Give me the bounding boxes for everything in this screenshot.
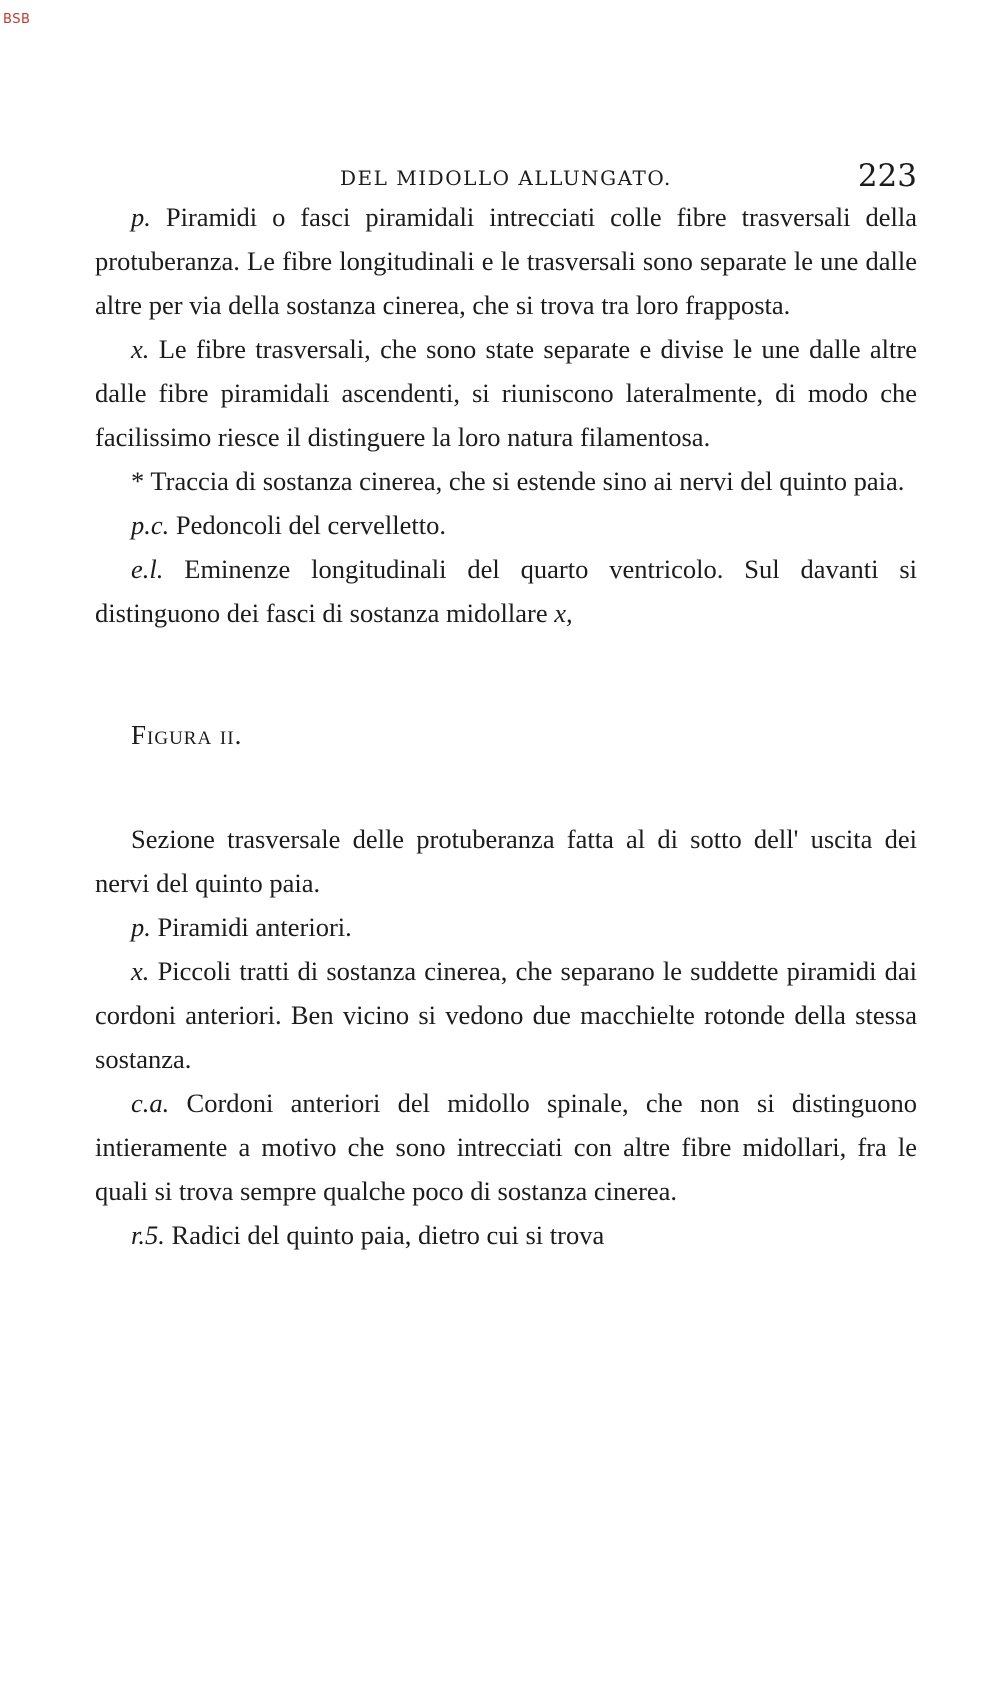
legend-text: Pedoncoli del cervelletto.	[169, 510, 446, 540]
legend-text: Piramidi o fasci piramidali intrecciati colle fibre trasversali della protuberanza. Le fibre longitudinali e le trasversali sono separate le une dalle altre per via della sostanza cinerea, che si trova tra loro frapposta.	[95, 202, 917, 320]
legend-entry-ca	[95, 1081, 917, 1213]
legend-text: Cordoni anteriori del midollo spinale, che non si distinguono intieramente a motivo che sono intrecciati con altre fibre midollari, fra le quali si trova sempre qualche poco di sostanza cinerea.	[95, 1088, 917, 1206]
legend-text: Piramidi anteriori.	[150, 912, 352, 942]
legend-label: x,	[554, 598, 573, 628]
legend-text: Le fibre trasversali, che sono state separate e divise le une dalle altre dalle fibre piramidali ascendenti, si riuniscono lateralmente, di modo che facilissimo riesce il distinguere la loro natura filamentosa.	[95, 334, 917, 452]
legend-label: p.	[131, 912, 151, 942]
legend-label: x.	[131, 956, 150, 986]
legend-label: c.a.	[131, 1088, 170, 1118]
library-watermark: BSB	[3, 12, 31, 27]
legend-entry-x	[95, 327, 917, 459]
legend-entry-p-2	[95, 905, 917, 949]
legend-text: Radici del quinto paia, dietro cui si trova	[164, 1220, 605, 1250]
legend-text: Eminenze longitudinali del quarto ventricolo. Sul davanti si distinguono dei fasci di sostanza midollare	[95, 554, 917, 628]
legend-label: p.	[131, 202, 151, 232]
running-head	[95, 158, 917, 198]
page-body	[95, 195, 917, 1257]
legend-text: Traccia di sostanza cinerea, che si estende sino ai nervi del quinto paia.	[144, 466, 905, 496]
legend-entry-r5	[95, 1213, 917, 1257]
legend-label: *	[131, 466, 145, 496]
legend-entry-pc	[95, 503, 917, 547]
running-title: DEL MIDOLLO ALLUNGATO.	[340, 166, 672, 190]
legend-label: x.	[131, 334, 150, 364]
page-number: 223	[857, 158, 917, 194]
legend-label: p.c.	[131, 510, 170, 540]
legend-entry-asterisk	[95, 459, 917, 503]
figure-heading: Figura ii.	[131, 720, 243, 750]
legend-text: Piccoli tratti di sostanza cinerea, che separano le suddette piramidi dai cordoni anteriori. Ben vicino si vedono due macchielte rotonde della stessa sostanza.	[95, 956, 917, 1074]
legend-entry-el	[95, 547, 917, 635]
legend-label: r.5.	[131, 1220, 165, 1250]
legend-entry-p	[95, 195, 917, 327]
legend-text: Sezione trasversale delle protuberanza fatta al di sotto dell' uscita dei nervi del quinto paia.	[95, 824, 917, 898]
legend-entry-x-2	[95, 949, 917, 1081]
figure-description	[95, 817, 917, 905]
legend-label: e.l.	[131, 554, 164, 584]
